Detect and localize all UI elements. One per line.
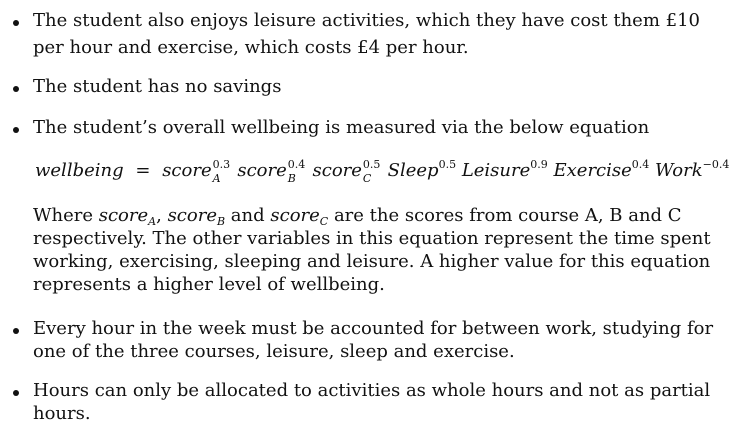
equation-term-sub: B — [287, 172, 296, 185]
equation-term-script — [287, 158, 307, 185]
equation-term-score-a — [162, 158, 237, 185]
explanation-var-base: score — [98, 205, 149, 226]
bullet-wellbeing-intro-line-1: The student’s overall wellbeing is measured via the below equation — [33, 117, 650, 138]
bullet-hours-accounted-line-2: one of the three courses, leisure, sleep and exercise. — [33, 341, 515, 362]
equation-term-exp: 0.9 — [530, 158, 548, 171]
equation-term-sleep — [388, 160, 462, 181]
equation-term-exp: 0.3 — [212, 158, 231, 171]
bullet-whole-hours-line-1: Hours can only be allocated to activities as whole hours and not as partial — [33, 380, 711, 401]
bullet-no-savings-line-1: The student has no savings — [33, 76, 282, 97]
equation-term-base: Leisure — [461, 160, 531, 181]
equation-term-base: Exercise — [553, 160, 632, 181]
equation-term-exp: 0.4 — [287, 158, 306, 171]
explanation-line-2: respectively. The other variables in this equation represent the time spent — [33, 228, 711, 249]
explanation-var-base: score — [167, 205, 217, 226]
bullet-hours-accounted-line-1: Every hour in the week must be accounted for between work, studying for — [33, 318, 714, 339]
equation-term-base: Sleep — [387, 160, 439, 181]
explanation-var-sub: C — [319, 215, 329, 228]
bullet-dot — [13, 20, 19, 26]
explanation-sep-2: and — [225, 205, 271, 226]
bullet-leisure-cost-line-1: The student also enjoys leisure activities, which they have cost them £10 — [33, 10, 700, 31]
equation-term-base: Work — [655, 160, 703, 181]
equation-term-sub: A — [212, 172, 221, 185]
explanation-var-base: score — [270, 205, 320, 226]
explanation-line-3: working, exercising, sleeping and leisure. A higher value for this equation — [33, 251, 711, 272]
explanation-suffix: are the scores from course A, B and C — [328, 205, 682, 226]
explanation-prefix: Where — [33, 205, 99, 226]
equation-term-base: score — [162, 160, 212, 181]
equation-term-script — [212, 158, 232, 185]
equation-term-sub: C — [362, 172, 372, 185]
explanation-sep-1: , — [156, 205, 168, 226]
explanation-var-score-c — [270, 205, 328, 226]
equation-lhs: wellbeing — [35, 160, 124, 181]
bullet-whole-hours-line-2: hours. — [33, 403, 91, 424]
equation-term-base: score — [237, 160, 287, 181]
equation-term-work — [655, 160, 729, 181]
bullet-leisure-cost-line-2: per hour and exercise, which costs £4 per hour. — [33, 37, 469, 58]
equation-term-exp: −0.4 — [702, 158, 729, 171]
explanation-var-sub: B — [216, 215, 226, 228]
explanation-var-score-a — [99, 205, 156, 226]
equation-term-exercise — [554, 160, 656, 181]
bullet-dot — [13, 127, 19, 133]
wellbeing-equation — [35, 159, 729, 183]
equation-term-leisure — [462, 160, 554, 181]
explanation-line-4: represents a higher level of wellbeing. — [33, 274, 385, 295]
explanation-line-1 — [33, 205, 682, 227]
equation-term-script — [362, 158, 382, 185]
explanation-var-sub: A — [148, 215, 157, 228]
equation-term-exp: 0.5 — [362, 158, 381, 171]
equation-term-score-b — [237, 158, 312, 185]
equation-equals: = — [135, 160, 151, 181]
equation-term-exp: 0.5 — [438, 158, 457, 171]
equation-term-base: score — [312, 160, 362, 181]
bullet-dot — [13, 86, 19, 92]
bullet-dot — [13, 328, 19, 334]
equation-term-score-c — [312, 158, 388, 185]
bullet-dot — [13, 390, 19, 396]
equation-term-exp: 0.4 — [631, 158, 650, 171]
explanation-var-score-b — [168, 205, 226, 226]
